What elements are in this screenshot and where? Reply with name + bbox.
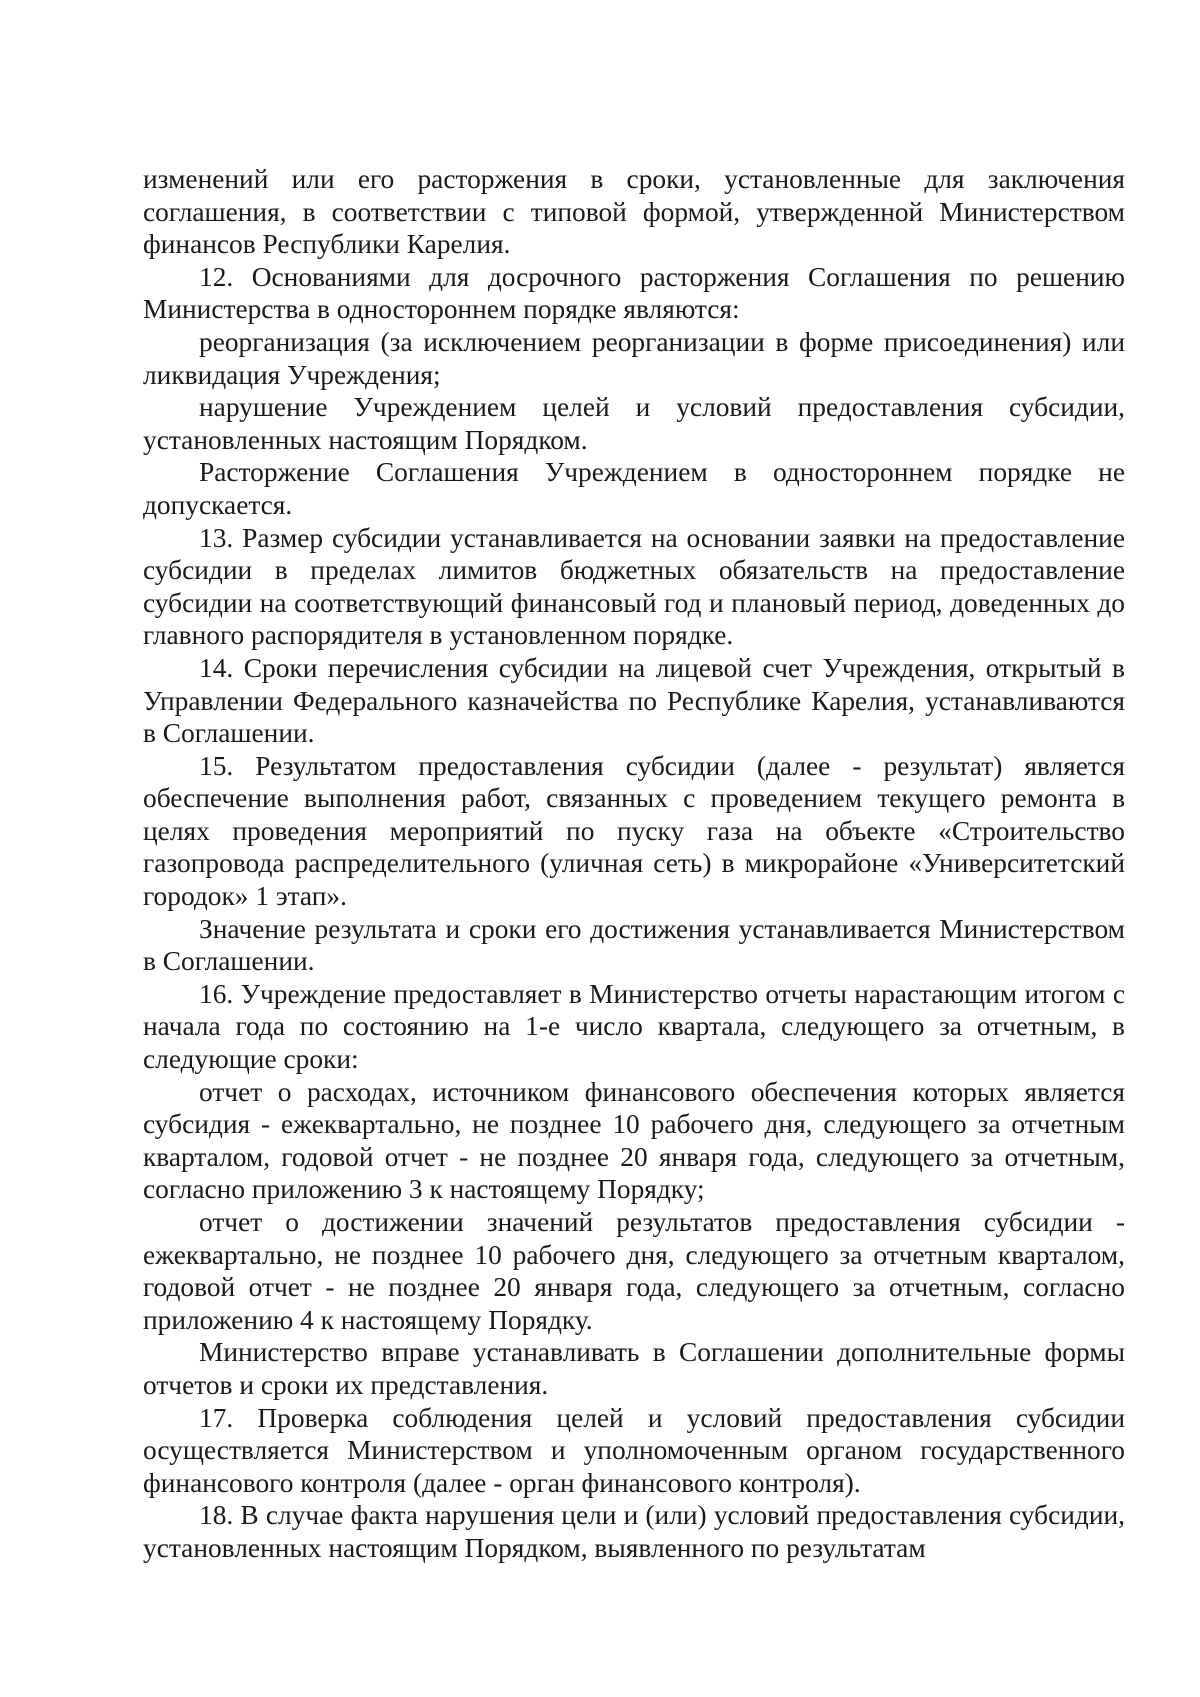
paragraph-16-item-expenses-report: отчет о расходах, источником финансового обеспечения которых является субсидия - ежеквартально, не позднее 10 рабочего дня, следующего за отчетным кварталом, годовой отчет - не позднее 20 января года, следующего за отчетным, согласно приложению 3 к настоящему Порядку;	[143, 1076, 1125, 1205]
paragraph-18: 18. В случае факта нарушения цели и (или) условий предоставления субсидии, установленных настоящим Порядком, выявленного по результатам	[143, 1500, 1125, 1563]
paragraph-15-result-value: Значение результата и сроки его достижения устанавливается Министерством в Соглашении.	[143, 913, 1125, 977]
paragraph-12-item-reorganization: реорганизация (за исключением реорганизации в форме присоединения) или ликвидация Учреждения;	[143, 326, 1125, 390]
paragraph-14: 14. Сроки перечисления субсидии на лицевой счет Учреждения, открытый в Управлении Федерального казначейства по Республике Карелия, устанавливаются в Соглашении.	[143, 652, 1125, 749]
paragraph-16-item-results-report: отчет о достижении значений результатов предоставления субсидии - ежеквартально, не позднее 10 рабочего дня, следующего за отчетным кварталом, годовой отчет - не позднее 20 января года, следующего за отчетным, согласно приложению 4 к настоящему Порядку.	[143, 1207, 1125, 1335]
paragraph-16: 16. Учреждение предоставляет в Министерство отчеты нарастающим итогом с начала года по состоянию на 1-е число квартала, следующего за отчетным, в следующие сроки:	[143, 978, 1125, 1075]
paragraph-12-item-violation: нарушение Учреждением целей и условий предоставления субсидии, установленных настоящим Порядком.	[143, 392, 1125, 455]
document-page	[143, 163, 1125, 1565]
paragraph-16-additional-forms: Министерство вправе устанавливать в Соглашении дополнительные формы отчетов и сроки их представления.	[143, 1337, 1125, 1400]
paragraph-12-termination-note: Расторжение Соглашения Учреждением в одностороннем порядке не допускается.	[143, 457, 1125, 520]
paragraph-continuation: изменений или его расторжения в сроки, установленные для заключения соглашения, в соответствии с типовой формой, утвержденной Министерством финансов Республики Карелия.	[143, 164, 1125, 260]
paragraph-17: 17. Проверка соблюдения целей и условий предоставления субсидии осуществляется Министерством и уполномоченным органом государственного финансового контроля (далее - орган финансового контроля).	[143, 1402, 1125, 1498]
paragraph-15: 15. Результатом предоставления субсидии (далее - результат) является обеспечение выполнения работ, связанных с проведением текущего ремонта в целях проведения мероприятий по пуску газа на объекте «Строительство газопровода распределительного (уличная сеть) в микрорайоне «Университетский городок» 1 этап».	[143, 750, 1125, 912]
paragraph-12: 12. Основаниями для досрочного расторжения Соглашения по решению Министерства в одностороннем порядке являются:	[143, 261, 1125, 325]
paragraph-13: 13. Размер субсидии устанавливается на основании заявки на предоставление субсидии в пределах лимитов бюджетных обязательств на предоставление субсидии на соответствующий финансовый год и плановый период, доведенных до главного распорядителя в установленном порядке.	[143, 522, 1125, 651]
